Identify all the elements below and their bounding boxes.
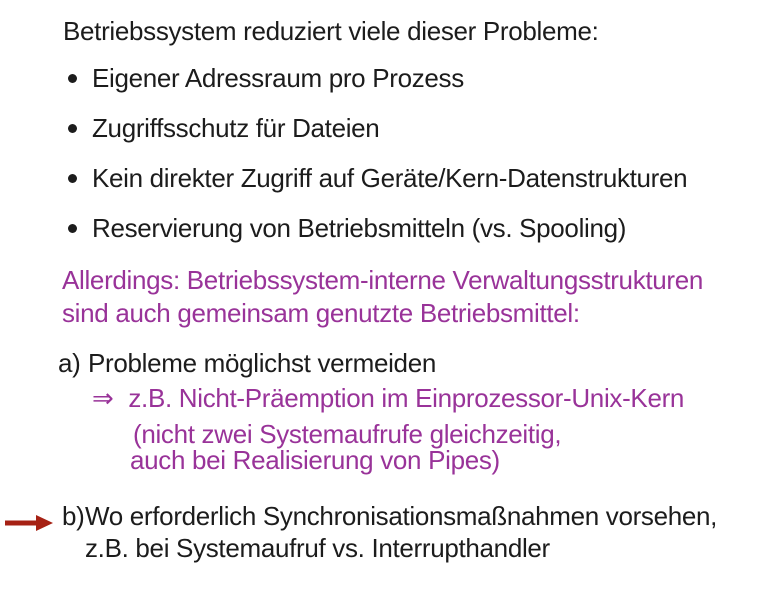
item-b-text-line2: z.B. bei Systemaufruf vs. Interrupthandler xyxy=(85,533,550,563)
bullet-text: Zugriffsschutz für Dateien xyxy=(92,113,380,143)
bullet-text: Kein direkter Zugriff auf Geräte/Kern-Datenstrukturen xyxy=(92,163,688,193)
bullet-item xyxy=(68,112,379,144)
bullet-text: Reservierung von Betriebsmitteln (vs. Spooling) xyxy=(92,213,627,243)
slide-title: Betriebssystem reduziert viele dieser Probleme: xyxy=(63,16,599,46)
bullet-item xyxy=(68,212,626,244)
red-arrow-icon xyxy=(3,514,53,532)
parenthetical-line: auch bei Realisierung von Pipes) xyxy=(130,445,500,475)
bullet-icon xyxy=(68,74,77,83)
item-b-text-line1: Wo erforderlich Synchronisationsmaßnahmen vorsehen, xyxy=(85,501,718,531)
item-a-text: Probleme möglichst vermeiden xyxy=(88,348,436,378)
parenthetical-line: (nicht zwei Systemaufrufe gleichzeitig, xyxy=(133,419,562,449)
item-b-label: b) xyxy=(62,501,85,531)
note-line: sind auch gemeinsam genutzte Betriebsmittel: xyxy=(62,298,580,328)
note-paragraph xyxy=(62,264,703,330)
item-a-consequence-text: z.B. Nicht-Präemption im Einprozessor-Unix-Kern xyxy=(128,383,685,413)
item-a-label: a) xyxy=(58,348,81,378)
bullet-icon xyxy=(68,224,77,233)
list-item-a xyxy=(58,347,436,379)
item-a-consequence xyxy=(92,382,684,414)
note-line: Allerdings: Betriebssystem-interne Verwaltungsstrukturen xyxy=(62,265,704,295)
bullet-text: Eigener Adressraum pro Prozess xyxy=(92,63,464,93)
implies-arrow-glyph: ⇒ xyxy=(92,383,114,413)
list-item-b xyxy=(62,500,717,532)
bullet-icon xyxy=(68,174,77,183)
bullet-item xyxy=(68,162,687,194)
bullet-item xyxy=(68,62,464,94)
item-a-parenthetical xyxy=(130,419,562,475)
bullet-icon xyxy=(68,124,77,133)
